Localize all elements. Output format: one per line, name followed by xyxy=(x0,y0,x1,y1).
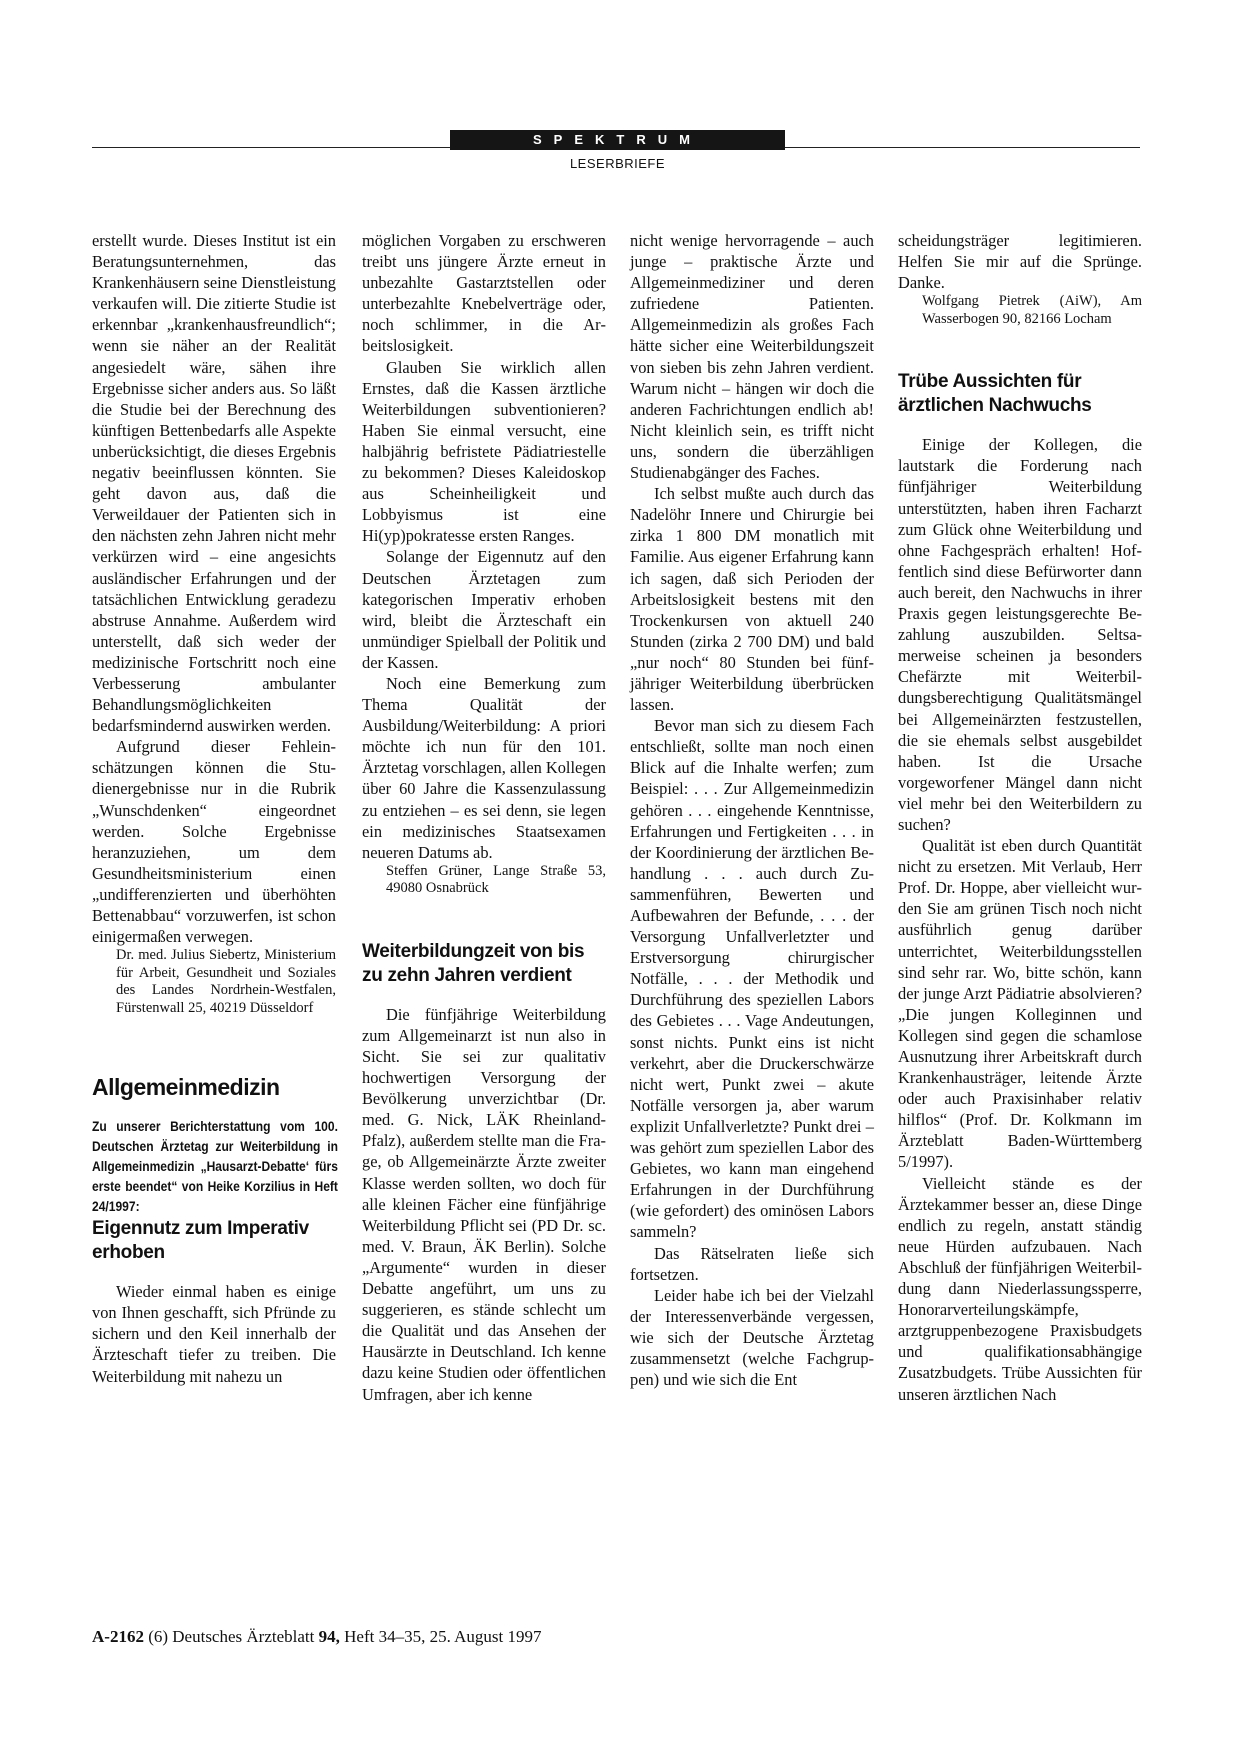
letter-signature: Wolfgang Pietrek (AiW), Am Wasserbogen 90, 82166 Locham xyxy=(922,293,1142,327)
letter-text: nicht wenige hervorragende – auch junge – praktische Ärzte und Allgemeinmediziner und deren zufriedene Patienten. Allgemeinmedizin als großes Fach hätte sicher eine Weiterbildungszeit von sieben bis zehn Jahren verdient. Warum nicht – hängen wir doch die anderen Fachrichtungen endlich ab! Nicht kleinlich sein, es trifft nicht uns, sondern die überzähligen Studienabgänger des Faches. xyxy=(630,231,874,483)
letter-text: Noch eine Bemerkung zum Thema Qualität der Ausbildung/Weiterbildung: A priori möchte ich nun für den 101. Ärztetag vorschlagen, allen Kollegen über 60 Jahre die Kassenzulassung zu entziehen – es sei denn, sie legen ein medizinisches Staatsexamen neueren Datums ab. xyxy=(362,673,606,862)
letter-text: Aufgrund dieser Fehleinschätzungen können die Studienergebnisse nur in die Rubrik „Wunschdenken“ eingeordnet werden. Solche Ergebnisse heranzuziehen, um dem Gesundheitsministerium einen „undifferenzierten und überhöhten Bettenabbau“ vorzuwerfen, ist schon einigermaßen verwegen. xyxy=(92,737,336,947)
column-2 xyxy=(362,230,606,1405)
citation-issue: Heft 34–35, 25. August 1997 xyxy=(344,1627,542,1646)
letter-text: Leider habe ich bei der Vielzahl der Interessenverbände vergessen, wie sich der Deutsche Ärztetag zusammensetzt (welche Fachgruppen) und wie sich die Ent xyxy=(630,1285,874,1390)
letter-text: erstellt wurde. Dieses Institut ist ein Beratungsunternehmen, das Krankenhäusern seine Dienstleistung verkaufen will. Die zitierte Studie ist erkennbar „krankenhausfreundlich“; wenn sie näher an der Realität angesiedelt wäre, sähen ihre Ergebnisse sicher anders aus. So läßt die Studie bei der Berechnung des künftigen Bettenbedarfs alle Aspekte unberücksichtigt, die dieses Ergebnis negativ beeinflussen könnten. Sie geht davon aus, daß die Verweildauer der Patienten sich in den nächsten zehn Jahren nicht mehr verkürzen wird – eine angesichts ausländischer Erfahrungen und der tatsächlichen Entwicklung geradezu abstruse Annahme. Außerdem wird unterstellt, daß sich weder der medizinische Fortschritt noch eine Verbesserung ambulanter Behandlungsmöglichkeiten bedarfsmindernd auswirken werden. xyxy=(92,231,336,736)
letter-text: möglichen Vorgaben zu erschweren treibt uns jüngere Ärzte erneut in unbezahlte Gastarztstellen oder unterbezahlte Knebelverträge oder, noch schlimmer, in die Arbeitslosigkeit. xyxy=(362,231,606,356)
letter-heading: Trübe Aussichten für ärztlichen Nachwuchs xyxy=(898,371,1092,417)
letter-signature: Dr. med. Julius Siebertz, Ministerium für Arbeit, Gesundheit und Soziales des Landes Nordrhein-Westfalen, Fürstenwall 25, 40219 Düsseldorf xyxy=(116,947,336,1016)
letter-text: Ich selbst mußte auch durch das Nadelöhr Innere und Chirurgie bei zirka 1 800 DM monatlich mit Familie. Aus eigener Erfahrung kann ich sagen, daß sich Perioden der Arbeitslosigkeit bestens mit den Trockenkursen von aktuell 240 Stunden (zirka 2 700 DM) und bald „nur noch“ 80 Stunden bei fünfjähriger Weiterbildung überbrücken lassen. xyxy=(630,484,874,715)
section-banner: SPEKTRUM xyxy=(450,130,785,150)
page-footer xyxy=(92,1627,542,1647)
letter-text: Wieder einmal haben es einige von Ihnen geschafft, sich Pfründe zu sichern und den Keil innerhalb der Ärzteschaft tiefer zu treiben. Die Weiterbildung mit nahezu un xyxy=(92,1282,336,1386)
section-intro: Zu unserer Berichterstattung vom 100. Deutschen Ärztetag zur Weiterbildung in Allgemeinmedizin „Hausarzt-Debatte‘ fürs erste beendet“ von Heike Korzilius in Heft 24/1997: xyxy=(92,1119,338,1215)
letter-text: Die fünfjährige Weiterbildung zum Allgemeinarzt ist nun also in Sicht. Sie sei zur qualitativ hochwertigen Versorgung der Bevölkerung unverzichtbar (Dr. med. G. Nick, LÄK Rheinland-Pfalz), außerdem stellte man die Frage, ob Allgemeinärzte Ärzte zweiter Klasse werden sollten, wo doch für alle kleinen Fächer eine fünfjährige Weiterbildung Pflicht sei (PD Dr. sc. med. V. Braun, ÄK Berlin). Solche „Argumente“ wurden in dieser Debatte angeführt, um uns zu suggerieren, es stände schlecht um die Qualität und das Ansehen der Hausärzte in Deutschland. Ich kenne dazu keine Studien oder öffentlichen Umfragen, aber ich kenne xyxy=(362,1004,606,1404)
letter-text: Glauben Sie wirklich allen Ernstes, daß die Kassen ärztliche Weiterbildungen subventionieren? Haben Sie einmal versucht, eine halbjährig befristete Pädiatriestelle zu bekommen? Dieses Kaleidoskop aus Scheinheiligkeit und Lobbyismus ist eine Hi(yp)pokratesse ersten Ranges. xyxy=(362,357,606,546)
letter-text: Qualität ist eben durch Quantität nicht zu ersetzen. Mit Verlaub, Herr Prof. Dr. Hoppe, aber vielleicht wurden Sie am grünen Tisch noch nicht ausführlich genug darüber unterrichtet, Weiterbildungsstellen sind sehr rar. Wo, bitte schön, kann der junge Arzt Pädiatrie absolvieren? „Die jungen Kolleginnen und Kollegen sind gegen die schamlose Ausnutzung ihrer Arbeitskraft durch Krankenhausträger, leitende Ärzte oder auch Praxisinhaber relativ hilflos“ (Prof. Dr. Kolkmann im Ärzteblatt Baden-Württemberg 5/1997). xyxy=(898,836,1142,1172)
column-4 xyxy=(898,230,1142,1405)
letter-heading: Eigennutz zum Imperativ erhoben xyxy=(92,1218,309,1264)
citation-volume: 94, xyxy=(318,1627,340,1646)
letter-text: Vielleicht stände es der Ärztekammer besser an, diese Dinge endlich zu regeln, anstatt ständig neue Hürden aufzubauen. Nach Abschluß der fünfjährigen Weiterbildung dann Niederlassungssperre, Honorarverteilungskämpfe, arztgruppenbezogene Praxisbudgets und qualifikationsabhängige Zusatzbudgets. Trübe Aussichten für unseren ärztlichen Nach xyxy=(898,1173,1142,1404)
letter-signature: Steffen Grüner, Lange Straße 53, 49080 Osnabrück xyxy=(386,862,606,897)
citation-source: (6) Deutsches Ärzteblatt xyxy=(148,1627,315,1646)
column-3 xyxy=(630,230,874,1390)
page-code: A-2162 xyxy=(92,1627,144,1646)
letter-text: Das Rätselraten ließe sich fortsetzen. xyxy=(630,1243,874,1284)
section-heading: Allgemeinmedizin xyxy=(92,1074,280,1101)
letter-heading: Weiterbildungzeit von bis zu zehn Jahren verdient xyxy=(362,940,585,986)
rubric-label: LESERBRIEFE xyxy=(569,156,666,171)
letter-text: Einige der Kollegen, die lautstark die Forderung nach fünfjähriger Weiterbildung unterstützten, haben ihren Facharzt zum Glück ohne Weiterbildung und ohne Fachgespräch erhalten! Hoffentlich sind diese Befürworter dann auch bereit, den Nachwuchs in ihrer Praxis gegen leistungsgerechte Bezahlung auszubilden. Seltsamerweise scheinen ja besonders Chefärzte mit Weiterbildungsberechtigung Qualitätsmängel bei Allgemeinärzten festzustellen, die sie ehemals selbst ausgebildet haben. Ist die Ursache vorgeworfener Mängel dann nicht viel mehr bei den Weiterbildern zu suchen? xyxy=(898,435,1142,834)
column-1 xyxy=(92,230,336,1387)
letter-text: scheidungsträger legitimieren. Helfen Sie mir auf die Sprünge. Danke. xyxy=(898,231,1142,293)
letter-text: Bevor man sich zu diesem Fach entschließt, sollte man noch einen Blick auf die Inhalte werfen; zum Beispiel: . . . Zur Allgemeinmedizin gehören . . . eingehende Kenntnisse, Erfahrungen und Fertigkeiten . . . in der Koordinierung der ärztlichen Behandlung . . . auch durch Zusammenführen, Bewerten und Aufbewahren der Befunde, . . . der Versorgung Unfallverletzter und Erstversorgung chirurgischer Notfälle, . . . der Methodik und Durchführung des speziellen Labors des Gebietes . . . Vage Andeutungen, sonst nichts. Punkt eins ist nicht verkehrt, aber die Druckerschwärze nicht wert, Punkt zwei – akute Notfälle versorgen ja, aber warum explizit Unfallverletzte? Punkt drei – was gehört zum speziellen Labor des Gebietes, wo kann man eingehend Erfahrungen in der Durchführung (wie gefordert) des ominösen Labors sammeln? xyxy=(630,716,874,1242)
letter-text: Solange der Eigennutz auf den Deutschen Ärztetagen zum kategorischen Imperativ erhoben wird, bleibt die Ärzteschaft ein unmündiger Spielball der Politik und der Kassen. xyxy=(362,547,606,672)
